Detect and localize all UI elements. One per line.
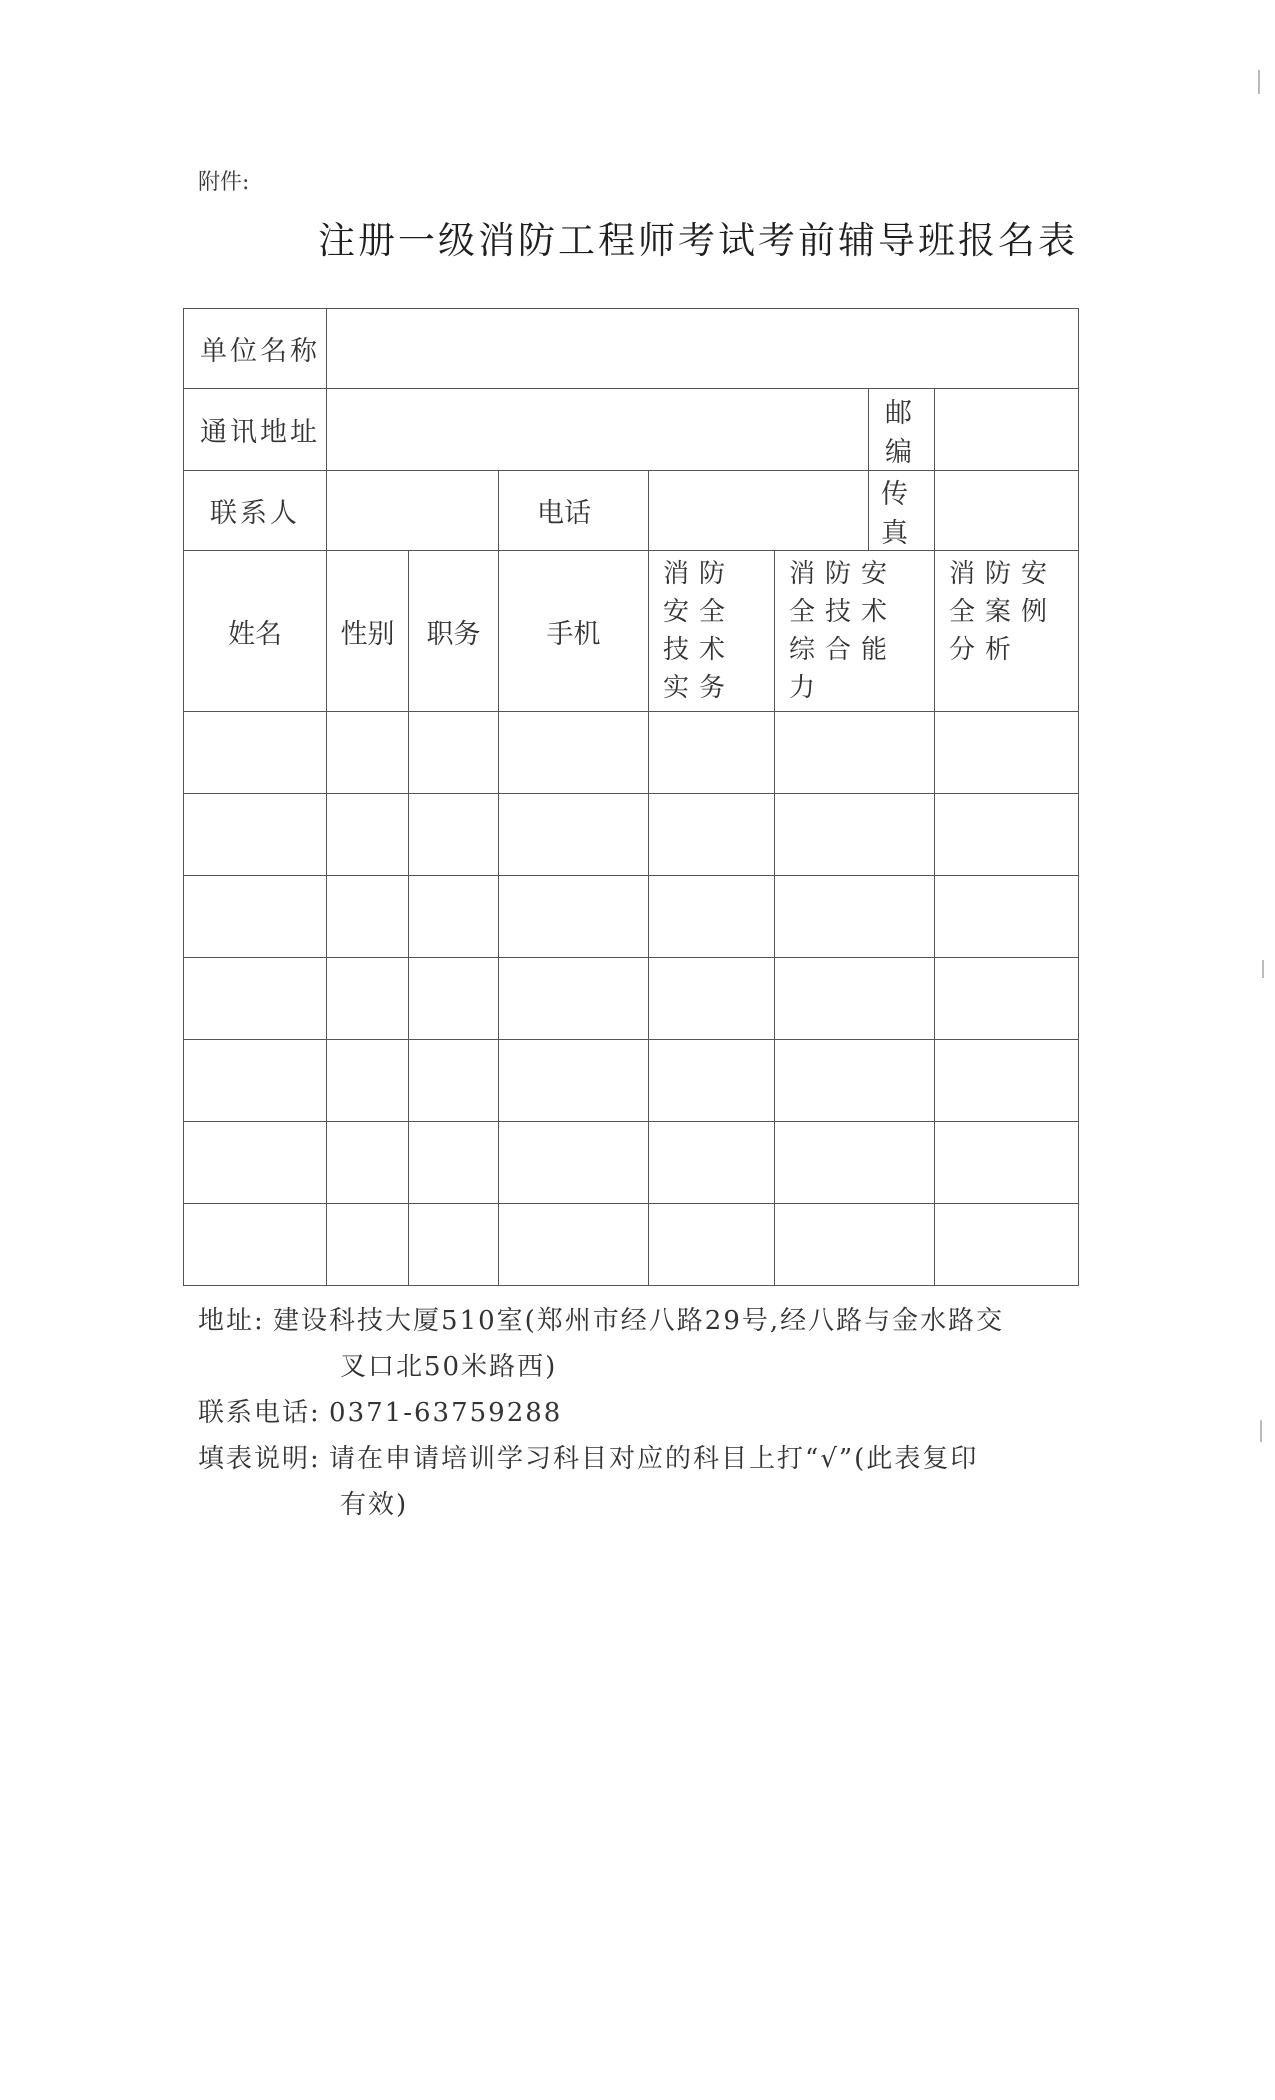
address-note-line2: 叉口北50米路西) bbox=[340, 1352, 558, 1382]
entry-cell-subject2[interactable] bbox=[775, 712, 935, 794]
address-note-line1: 建设科技大厦510室(郑州市经八路29号,经八路与金水路交 bbox=[273, 1306, 1005, 1336]
instructions-line2: 有效) bbox=[340, 1490, 409, 1520]
postcode-field[interactable] bbox=[935, 389, 1079, 471]
entry-cell-position[interactable] bbox=[409, 1122, 499, 1204]
entry-cell-position[interactable] bbox=[409, 1040, 499, 1122]
fax-field[interactable] bbox=[935, 471, 1079, 551]
header-position: 职务 bbox=[409, 551, 499, 712]
entry-cell-subject2[interactable] bbox=[775, 1040, 935, 1122]
entry-cell-position[interactable] bbox=[409, 712, 499, 794]
entry-cell-subject1[interactable] bbox=[649, 958, 775, 1040]
unit-name-label: 单位名称 bbox=[184, 309, 327, 389]
contact-row bbox=[184, 471, 1079, 551]
entry-cell-mobile[interactable] bbox=[499, 1122, 649, 1204]
entry-cell-name[interactable] bbox=[184, 1204, 327, 1286]
address-note-label: 地址: bbox=[198, 1306, 265, 1336]
entry-cell-subject3[interactable] bbox=[935, 794, 1079, 876]
header-subject-technical-practice: 消防安全技术实务 bbox=[649, 551, 775, 712]
entry-cell-gender[interactable] bbox=[327, 958, 409, 1040]
attachment-label: 附件: bbox=[198, 170, 250, 195]
entry-cell-subject1[interactable] bbox=[649, 876, 775, 958]
unit-name-field[interactable] bbox=[327, 309, 1079, 389]
entry-cell-name[interactable] bbox=[184, 794, 327, 876]
fax-label: 传真 bbox=[869, 471, 935, 551]
scan-artifact bbox=[1262, 960, 1264, 978]
postcode-label: 邮编 bbox=[869, 389, 935, 471]
phone-note-value: 0371-63759288 bbox=[329, 1398, 563, 1428]
entry-cell-subject3[interactable] bbox=[935, 1040, 1079, 1122]
entry-cell-position[interactable] bbox=[409, 1204, 499, 1286]
instructions-label: 填表说明: bbox=[198, 1444, 321, 1474]
entry-cell-subject2[interactable] bbox=[775, 876, 935, 958]
entry-cell-subject2[interactable] bbox=[775, 1204, 935, 1286]
entry-cell-mobile[interactable] bbox=[499, 876, 649, 958]
entry-row bbox=[184, 1204, 1079, 1286]
entry-cell-subject1[interactable] bbox=[649, 794, 775, 876]
entry-cell-mobile[interactable] bbox=[499, 712, 649, 794]
entry-row bbox=[184, 876, 1079, 958]
scan-artifact bbox=[1260, 1420, 1262, 1442]
form-title: 注册一级消防工程师考试考前辅导班报名表 bbox=[318, 219, 1078, 262]
entry-cell-subject3[interactable] bbox=[935, 958, 1079, 1040]
blank-rows bbox=[184, 712, 1079, 1286]
entry-cell-name[interactable] bbox=[184, 712, 327, 794]
entry-cell-subject1[interactable] bbox=[649, 1122, 775, 1204]
phone-note-label: 联系电话: bbox=[198, 1398, 321, 1428]
entry-cell-subject3[interactable] bbox=[935, 1122, 1079, 1204]
entry-cell-name[interactable] bbox=[184, 1122, 327, 1204]
phone-field[interactable] bbox=[649, 471, 869, 551]
header-subject-comprehensive-ability: 消防安全技术综合能力 bbox=[775, 551, 935, 712]
entry-cell-subject1[interactable] bbox=[649, 712, 775, 794]
entry-cell-subject1[interactable] bbox=[649, 1040, 775, 1122]
entry-row bbox=[184, 1122, 1079, 1204]
entry-cell-mobile[interactable] bbox=[499, 794, 649, 876]
entry-cell-mobile[interactable] bbox=[499, 958, 649, 1040]
entry-cell-subject2[interactable] bbox=[775, 1122, 935, 1204]
entry-cell-subject2[interactable] bbox=[775, 794, 935, 876]
entry-cell-subject1[interactable] bbox=[649, 1204, 775, 1286]
instructions-line1: 请在申请培训学习科目对应的科目上打“√”(此表复印 bbox=[329, 1444, 979, 1474]
entry-row bbox=[184, 1040, 1079, 1122]
entry-cell-name[interactable] bbox=[184, 876, 327, 958]
entry-row bbox=[184, 712, 1079, 794]
column-header-row bbox=[184, 551, 1079, 712]
entry-cell-gender[interactable] bbox=[327, 794, 409, 876]
registration-form-table bbox=[183, 308, 1079, 1286]
entry-cell-mobile[interactable] bbox=[499, 1040, 649, 1122]
scan-artifact bbox=[1258, 70, 1260, 94]
address-row bbox=[184, 389, 1079, 471]
address-field[interactable] bbox=[327, 389, 869, 471]
header-gender: 性别 bbox=[327, 551, 409, 712]
header-name: 姓名 bbox=[184, 551, 327, 712]
entry-row bbox=[184, 958, 1079, 1040]
header-mobile: 手机 bbox=[499, 551, 649, 712]
entry-cell-gender[interactable] bbox=[327, 876, 409, 958]
entry-cell-mobile[interactable] bbox=[499, 1204, 649, 1286]
entry-cell-position[interactable] bbox=[409, 958, 499, 1040]
entry-cell-subject3[interactable] bbox=[935, 712, 1079, 794]
entry-cell-subject3[interactable] bbox=[935, 1204, 1079, 1286]
entry-cell-gender[interactable] bbox=[327, 712, 409, 794]
entry-cell-position[interactable] bbox=[409, 794, 499, 876]
entry-cell-subject2[interactable] bbox=[775, 958, 935, 1040]
entry-cell-gender[interactable] bbox=[327, 1204, 409, 1286]
contact-field[interactable] bbox=[327, 471, 499, 551]
unit-name-row bbox=[184, 309, 1079, 389]
header-subject-case-analysis: 消防安全案例分析 bbox=[935, 551, 1079, 712]
entry-cell-name[interactable] bbox=[184, 958, 327, 1040]
entry-cell-name[interactable] bbox=[184, 1040, 327, 1122]
entry-cell-gender[interactable] bbox=[327, 1122, 409, 1204]
phone-label: 电话 bbox=[499, 471, 649, 551]
entry-row bbox=[184, 794, 1079, 876]
entry-cell-gender[interactable] bbox=[327, 1040, 409, 1122]
notes bbox=[198, 1298, 1078, 1528]
address-label: 通讯地址 bbox=[184, 389, 327, 471]
entry-cell-position[interactable] bbox=[409, 876, 499, 958]
contact-label: 联系人 bbox=[184, 471, 327, 551]
entry-cell-subject3[interactable] bbox=[935, 876, 1079, 958]
